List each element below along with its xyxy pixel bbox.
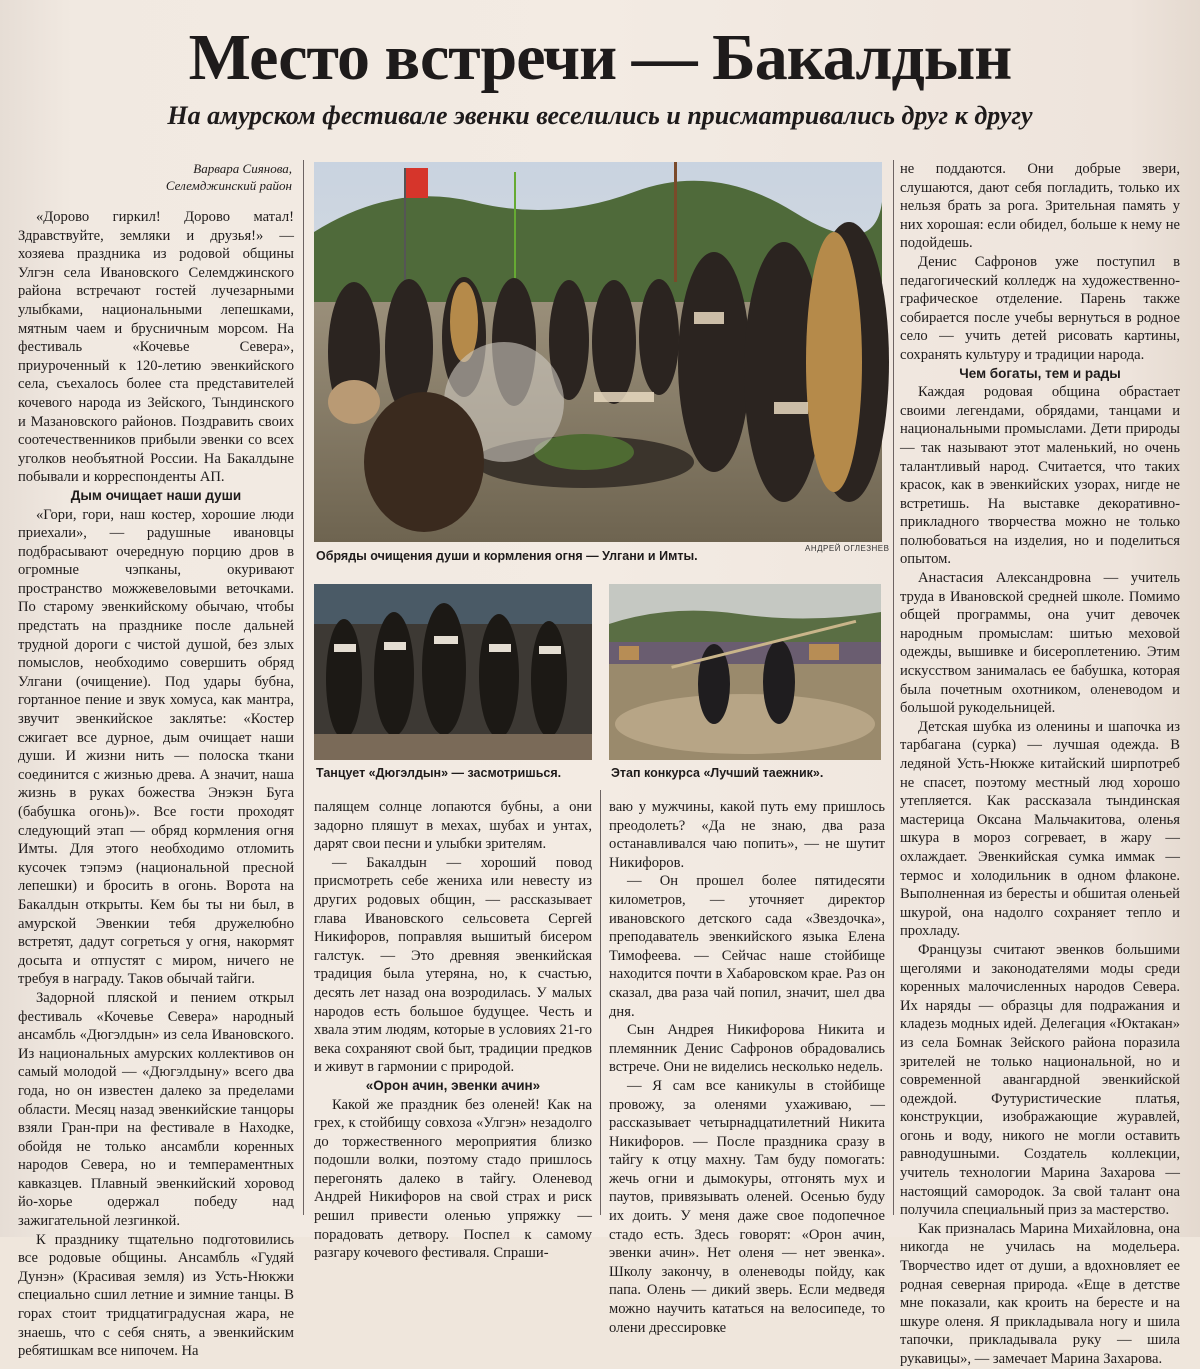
paragraph: — Я сам все каникулы в стойбище провожу, за оленями ухаживаю, — рассказывает четырнадцатилетний Никита Никифоров. — После праздника сразу в тайгу к отцу махну. Там буду помогать: жечь огни и дымокуры, отгонять мух и паутов, привязывать оленей. Осенью буду их доить. У меня даже свое подопечное стадо есть. Здесь говорят: «Орон ачин, эвенки ачин». Нет оленя — нет эвенка». Школу закончу, в оленеводы пойду, как папа. Олень — дикий зверь. Если медведя можно научить кататься на велосипеде, то олени дрессировке [609, 1077, 885, 1336]
paragraph: палящем солнце лопаются бубны, а они задорно пляшут в мехах, шубах и унтах, дарят свои песни и улыбки зрителям. [314, 799, 592, 853]
ritual-fire-photo [314, 162, 882, 542]
paragraph: Детская шубка из оленины и шапочка из тарбагана (сурка) — лучшая одежда. В ледяной Усть-Нюкже китайский ширпотреб не спасет, поэтому местный люд хорошо утепляется. Как рассказала тындинская мастерица Оксана Мальчакитова, оленья шкура в мороз согревает, в жару — охлаждает. Эвенкийская сумка иммак — термос и холодильник в одном флаконе. Выполненная из бересты и обшитая оленьей шкурой, она надолго сохраняет тепло и прохладу. [900, 718, 1180, 940]
column-divider [600, 790, 601, 1215]
photo-credit: АНДРЕЙ ОГЛЕЗНЕВ [805, 544, 890, 553]
column-1 [18, 160, 294, 1360]
paragraph: Задорной пляской и пением открыл фестиваль «Кочевье Севера» народный ансамбль «Дюгэлдын» из села Ивановского. Из национальных амурских коллективов он самый молодой — «Дюгэлдыну» всего два года, но он известен далеко за пределами области. Месяц назад эвенкийские танцоры взяли Гран-при на фестивале в Находке, обойдя не только ансамбли коренных народов Севера, но и темпераментных кавказцев. Плавный эвенкийский хоровод йо-хорье одержал победу над зажигательной лезгинкой. [18, 989, 294, 1230]
column-divider [303, 160, 304, 1215]
paragraph: Денис Сафронов уже поступил в педагогический колледж на художественно-графическое отделение. Парень также собирается после учебы вернуться в родное село — учить детей рисовать картины, сохранять культуру и традиции народа. [900, 253, 1180, 363]
dance-photo [314, 584, 592, 760]
paragraph: Сын Андрея Никифорова Никита и племянник Денис Сафронов обрадовались встрече. Они не виделись несколько недель. [609, 1022, 885, 1076]
dance-photo-caption: Танцует «Дюгэлдын» — засмотришься. [316, 766, 562, 780]
column-2 [314, 798, 592, 1262]
taiga-contest-photo [609, 584, 881, 760]
paragraph: — Он прошел более пятидесяти километров, — уточняет директор ивановского детского сада «Звездочка», преподаватель эвенкийского языка Елена Тимофеева. — Сейчас наше стойбище находится почти в Хабаровском крае. Раз он сказал, два раза чай попил, значит, шел два дня. [609, 873, 885, 1020]
paragraph: Французы считают эвенков большими щеголями и законодателями моды среди коренных малочисленных народов Севера. Их наряды — образцы для подражания и кладезь модных идей. Делегация «Юктакан» из села Бомнак Зейского района поразила зрителей не только национальной, но и современной авангардной эвенкийской одеждой. Футуристические платья, конструкции, изображающие журавлей, огонь и воду, никого не могли оставить равнодушными. Создатель коллекции, учитель технологии Марина Захарова — настоящий самородок. За свой талант она получила специальный приз за мастерство. [900, 941, 1180, 1219]
main-photo-caption: Обряды очищения души и кормления огня — Улгани и Имты. [316, 549, 698, 563]
main-photo [314, 162, 882, 542]
paragraph: К празднику тщательно подготовились все родовые общины. Ансамбль «Гудяй Дунэн» (Красивая земля) из Усть-Нюкжи специально сшил летние и зимние танцы. В горах стоит тридцатиградусная жара, не знаешь, что с себя снять, а эвенкийским ребятишкам все нипочем. На [18, 1231, 294, 1360]
subheading: Дым очищает наши души [70, 487, 242, 503]
paragraph: «Гори, гори, наш костер, хорошие люди приехали», — радушные ивановцы подбрасывают очередную порцию дров в огромные чэпканы, окуривают пространство можжевеловыми веточками. По старому эвенкийскому обычаю, чтобы предстать на празднике после дальней трудной дороги с чистой душой, без злых помыслов, необходимо совершить обряд Улгани (очищение). Под удары бубна, гортанное пение и звук хомуса, как мантра, звучит эвенкийское заклятье: «Костер сжигает все дурное, дым очищает наши души. И жизни нить — полоска ткани соединится с жизнью древа. А значит, наша жизнь в руках божества Энэкэн Буга (бабушка огонь)». Все гости проходят следующий этап — обряд кормления огня Имты. Для этого необходимо отломить кусочек тэпэмэ (национальной пресной лепешки) и бросить в огонь. Ворота на Бакалдын открыты. Кем бы ты ни был, в амурской Эвенкии тебя дружелюбно встретят, дадут согреться у огня, накормят досыта и отпустят с миром, ничего не требуя в награду. Таков обычай тайги. [18, 506, 294, 988]
byline [18, 160, 294, 194]
column-3 [609, 798, 885, 1336]
headline: Место встречи — Бакалдын [188, 21, 1012, 94]
subheading: «Орон ачин, эвенки ачин» [365, 1077, 541, 1093]
column-4 [900, 160, 1180, 1367]
paragraph: Какой же праздник без оленей! Как на грех, к стойбищу совхоза «Улгэн» незадолго до торжественного мероприятия близко подошли волки, поэтому стадо пришлось перегонять далеко в тайгу. Оленевод Андрей Никифоров на свой страх и риск решил привести оленью упряжку — порадовать детвору. Поспел к самому разгару кочевого фестиваля. Спраши- [314, 1096, 592, 1262]
contest-photo-caption: Этап конкурса «Лучший таежник». [611, 766, 824, 780]
paragraph: не поддаются. Они добрые звери, слушаются, дают себя погладить, только их нельзя брать за рога. Зрительная память у них хорошая: если обидел, больше к нему не подойдешь. [900, 161, 1180, 252]
byline-author: Варвара Сиянова, [193, 161, 292, 176]
column-divider [893, 160, 894, 1215]
paragraph: Анастасия Александровна — учитель труда в Ивановской средней школе. Помимо общей программы, она учит девочек народным промыслам: шитью меховой одежды, вышивке и бисероплетению. Этим искусством занималась ее бабушка, которая была почетным охотником, оленеводом и большой рукодельницей. [900, 570, 1180, 717]
paragraph: — Бакалдын — хороший повод присмотреть себе жениха или невесту из других родовых общин, — рассказывает глава Ивановского сельсовета Сергей Никифоров, поправляя вышитый бисером галстук. — Это древняя эвенкийская традиция была утеряна, но, к счастью, десять лет назад она возродилась. У малых народов есть большое будущее. Честь и хвала этим людям, которые в условиях 21-го века сохраняют свой быт, традиции предков и живут в гармонии с природой. [314, 854, 592, 1076]
paragraph: Каждая родовая община обрастает своими легендами, обрядами, танцами и национальными промыслами. Дети природы — так называют этот маленький, но очень талантливый народ. Считается, что таких красок, как в эвенкийских узорах, нигде не встретишь. На выставке декоративно-прикладного творчества можно не только полюбоваться на изделия, но и поделиться опытом. [900, 384, 1180, 568]
deck-subtitle: На амурском фестивале эвенки веселились и присматривались друг к другу [167, 101, 1033, 130]
paragraph: «Дорово гиркил! Дорово матал! Здравствуйте, земляки и друзья!» — хозяева праздника из родовой общины Улгэн села Ивановского Селемджинского района встречают гостей лучезарными улыбками, национальными лепешками, мятным чаем и брусничным морсом. На фестиваль «Кочевье Севера», приуроченный к 120-летию эвенкийского села, съехалось более ста представителей кочевого народа из Зейского, Тындинского и Мазановского районов. Поздравить своих соотечественников прибыли эвенки со всех уголков необъятной России. На Бакалдыне побывали и корреспонденты АП. [18, 209, 294, 486]
subheading: Чем богаты, тем и рады [959, 365, 1121, 381]
paragraph: Как призналась Марина Михайловна, она никогда не училась на модельера. Творчество идет от души, а вдохновляет ее родная северная природа. «Еще в детстве мне показали, как кроить на бересте и на шкуре оленя. Я прикладывала ногу и шила тапочки, прикладывала руку — шила рукавицы», — замечает Марина Захарова. [900, 1220, 1180, 1367]
dance-ensemble-photo [314, 584, 592, 760]
paragraph: ваю у мужчины, какой путь ему пришлось преодолеть? «Да не знаю, два раза останавливался чаю попить», — не шутит Никифоров. [609, 799, 885, 871]
byline-district: Селемджинский район [165, 178, 292, 193]
contest-photo [609, 584, 881, 760]
